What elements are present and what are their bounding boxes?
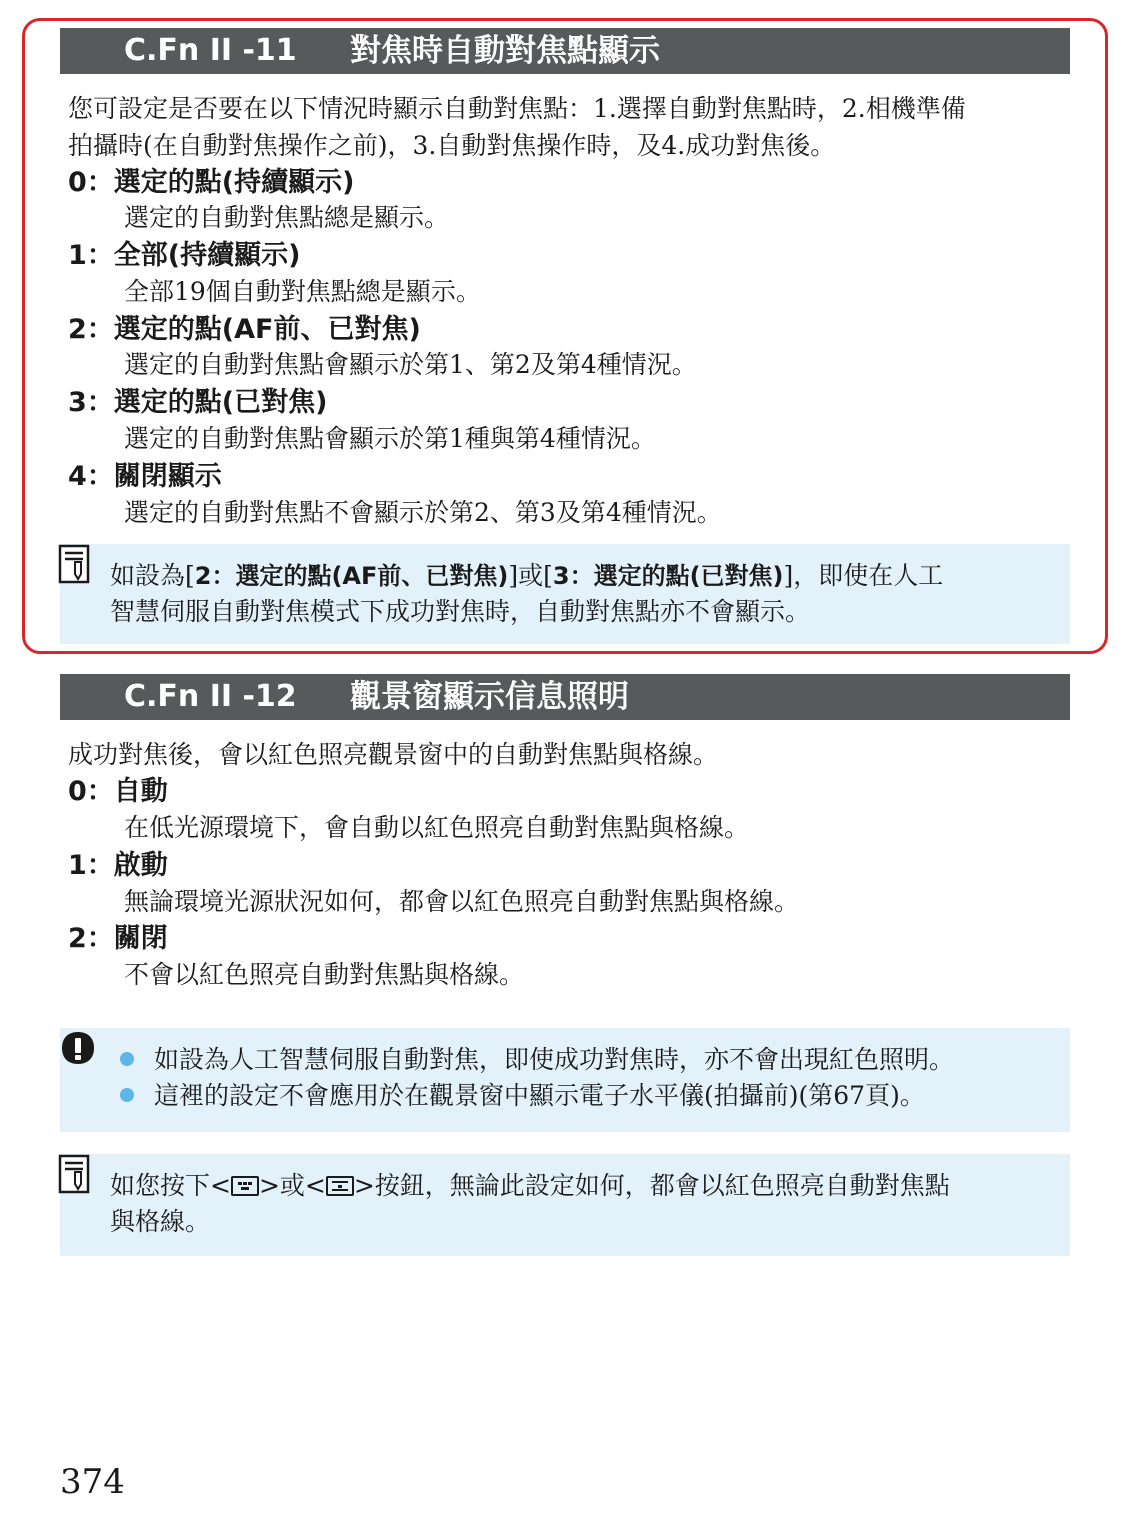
section-intro [68,90,1068,164]
page-number: 374 [60,1462,125,1502]
memo-text [110,558,1040,630]
option-label: 1：啟動 [68,850,168,881]
option-description: 不會以紅色照亮自動對焦點與格線。 [124,960,525,989]
option-label: 0：自動 [68,776,168,807]
note-bold-option: 2：選定的點(AF前、已對焦) [194,562,509,590]
grid-button-icon [326,1176,354,1196]
option-description: 選定的自動對焦點會顯示於第1種與第4種情況。 [124,424,656,453]
caution-note [60,1028,1070,1132]
section-title: 對焦時自動對焦點顯示 [350,33,660,69]
memo-icon [58,544,92,584]
section-intro: 成功對焦後，會以紅色照亮觀景窗中的自動對焦點與格線。 [68,740,719,769]
section-code: C.Fn II -12 [124,679,297,714]
option-label: 1：全部(持續顯示) [68,240,301,271]
memo-text-line: 與格線。 [110,1207,211,1236]
intro-line: 拍攝時(在自動對焦操作之前)，3.自動對焦操作時，及4.成功對焦後。 [68,131,836,160]
caution-bullet [120,1042,954,1078]
option-label: 3：選定的點(已對焦) [68,387,328,418]
option-label: 2：關閉 [68,923,168,954]
caution-text: 如設為人工智慧伺服自動對焦，即使成功對焦時，亦不會出現紅色照明。 [154,1045,955,1074]
option-label: 0：選定的點(持續顯示) [68,167,355,198]
note-text-part: ]，即使在人工 [783,561,944,590]
caution-text: 這裡的設定不會應用於在觀景窗中顯示電子水平儀(拍攝前)(第67頁)。 [154,1081,925,1110]
intro-line: 您可設定是否要在以下情況時顯示自動對焦點：1.選擇自動對焦點時，2.相機準備 [68,94,966,123]
option-description: 選定的自動對焦點總是顯示。 [124,203,450,232]
af-point-selection-button-icon [231,1176,259,1196]
note-text-part: 如設為[ [110,561,195,590]
option-description: 選定的自動對焦點會顯示於第1、第2及第4種情況。 [124,350,697,379]
section-header-cfn-ii-12 [60,674,1070,720]
bullet-dot-icon [120,1052,134,1066]
section-code: C.Fn II -11 [124,33,297,68]
memo-text-part: >或< [258,1171,326,1200]
memo-text-part: >按鈕，無論此設定如何，都會以紅色照亮自動對焦點 [353,1171,950,1200]
memo-text [110,1168,1040,1240]
option-description: 無論環境光源狀況如何，都會以紅色照亮自動對焦點與格線。 [124,887,800,916]
section-header-cfn-ii-11 [60,28,1070,74]
option-description: 在低光源環境下，會自動以紅色照亮自動對焦點與格線。 [124,813,750,842]
caution-bullet [120,1078,925,1114]
memo-icon [58,1154,92,1194]
note-bold-option: 3：選定的點(已對焦) [552,562,784,590]
section-title: 觀景窗顯示信息照明 [350,679,629,715]
option-description: 全部19個自動對焦點總是顯示。 [124,277,481,306]
caution-icon [60,1030,96,1066]
note-text-line: 智慧伺服自動對焦模式下成功對焦時，自動對焦點亦不會顯示。 [110,597,811,626]
note-text-part: ]或[ [508,561,553,590]
option-label: 2：選定的點(AF前、已對焦) [68,314,421,345]
option-label: 4：關閉顯示 [68,461,222,492]
memo-note [60,1154,1070,1256]
memo-note [60,544,1070,644]
bullet-dot-icon [120,1088,134,1102]
option-description: 選定的自動對焦點不會顯示於第2、第3及第4種情況。 [124,498,722,527]
memo-text-part: 如您按下< [110,1171,231,1200]
